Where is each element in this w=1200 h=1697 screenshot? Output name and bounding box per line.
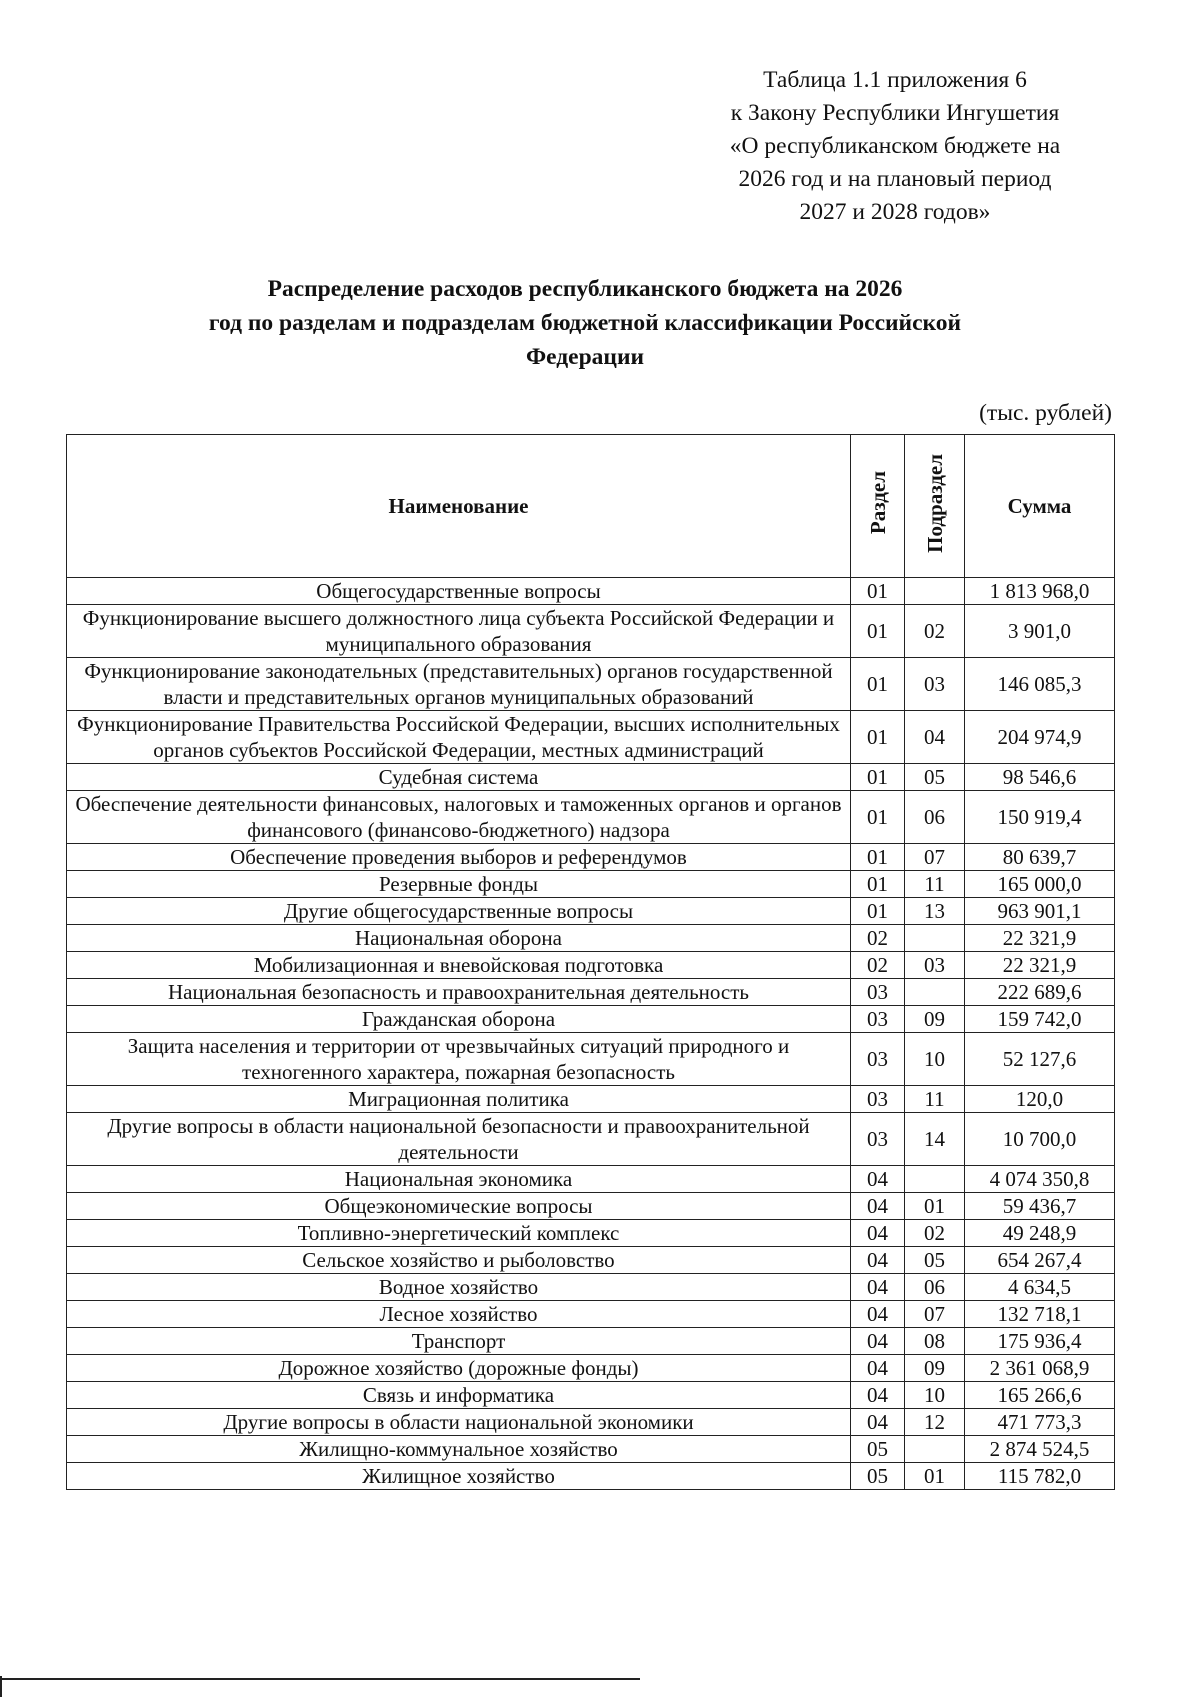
- row-amount: 115 782,0: [965, 1463, 1115, 1490]
- table-row: [67, 1113, 1115, 1166]
- row-subsection: 13: [905, 898, 965, 925]
- row-section: 01: [851, 844, 905, 871]
- row-subsection: 07: [905, 844, 965, 871]
- row-subsection: 10: [905, 1382, 965, 1409]
- table-row: [67, 764, 1115, 791]
- table-row: [67, 1193, 1115, 1220]
- row-subsection: 06: [905, 791, 965, 844]
- header-name: Наименование: [67, 435, 851, 578]
- row-subsection: 02: [905, 605, 965, 658]
- table-row: [67, 871, 1115, 898]
- row-amount: 222 689,6: [965, 979, 1115, 1006]
- row-subsection: [905, 925, 965, 952]
- row-name: Гражданская оборона: [67, 1006, 851, 1033]
- table-row: [67, 1355, 1115, 1382]
- row-name: Другие общегосударственные вопросы: [67, 898, 851, 925]
- row-section: 01: [851, 764, 905, 791]
- row-amount: 22 321,9: [965, 925, 1115, 952]
- table-row: [67, 791, 1115, 844]
- row-section: 01: [851, 871, 905, 898]
- appendix-line: к Закону Республики Ингушетия: [730, 100, 1060, 126]
- row-section: 03: [851, 1113, 905, 1166]
- row-subsection: 02: [905, 1220, 965, 1247]
- appendix-line: 2027 и 2028 годов»: [799, 199, 991, 225]
- table-body: [67, 578, 1115, 1490]
- row-amount: 471 773,3: [965, 1409, 1115, 1436]
- row-subsection: [905, 578, 965, 605]
- row-amount: 146 085,3: [965, 658, 1115, 711]
- row-name: Сельское хозяйство и рыболовство: [67, 1247, 851, 1274]
- row-name: Национальная экономика: [67, 1166, 851, 1193]
- row-amount: 10 700,0: [965, 1113, 1115, 1166]
- row-section: 04: [851, 1274, 905, 1301]
- row-name: Миграционная политика: [67, 1086, 851, 1113]
- title-line: год по разделам и подразделам бюджетной классификации Российской: [208, 310, 962, 336]
- row-subsection: 04: [905, 711, 965, 764]
- appendix-reference: [660, 64, 1130, 229]
- table-row: [67, 1274, 1115, 1301]
- row-name: Функционирование законодательных (представительных) органов государственной власти и представительных органов муниципальных образований: [67, 658, 851, 711]
- row-section: 04: [851, 1382, 905, 1409]
- row-section: 04: [851, 1220, 905, 1247]
- title-line: Распределение расходов республиканского бюджета на 2026: [267, 276, 903, 302]
- row-name: Судебная система: [67, 764, 851, 791]
- row-name: Общеэкономические вопросы: [67, 1193, 851, 1220]
- row-amount: 49 248,9: [965, 1220, 1115, 1247]
- table-row: [67, 711, 1115, 764]
- row-name: Обеспечение проведения выборов и референдумов: [67, 844, 851, 871]
- row-amount: 4 634,5: [965, 1274, 1115, 1301]
- row-name: Дорожное хозяйство (дорожные фонды): [67, 1355, 851, 1382]
- table-row: [67, 1301, 1115, 1328]
- row-section: 04: [851, 1328, 905, 1355]
- appendix-line: 2026 год и на плановый период: [738, 166, 1052, 192]
- row-section: 01: [851, 898, 905, 925]
- table-row: [67, 1247, 1115, 1274]
- header-section-label: Раздел: [865, 471, 890, 535]
- table-row: [67, 1166, 1115, 1193]
- row-section: 03: [851, 1033, 905, 1086]
- row-amount: 120,0: [965, 1086, 1115, 1113]
- budget-table: [66, 434, 1115, 1490]
- row-subsection: 06: [905, 1274, 965, 1301]
- row-name: Мобилизационная и вневойсковая подготовка: [67, 952, 851, 979]
- row-amount: 204 974,9: [965, 711, 1115, 764]
- row-amount: 654 267,4: [965, 1247, 1115, 1274]
- row-amount: 159 742,0: [965, 1006, 1115, 1033]
- row-section: 03: [851, 1006, 905, 1033]
- row-name: Жилищное хозяйство: [67, 1463, 851, 1490]
- row-section: 03: [851, 1086, 905, 1113]
- document-title: [150, 272, 1020, 374]
- row-section: 01: [851, 791, 905, 844]
- table-row: [67, 952, 1115, 979]
- title-line: Федерации: [525, 344, 645, 370]
- row-section: 04: [851, 1166, 905, 1193]
- appendix-line: Таблица 1.1 приложения 6: [763, 67, 1027, 93]
- row-section: 02: [851, 925, 905, 952]
- row-name: Общегосударственные вопросы: [67, 578, 851, 605]
- row-section: 02: [851, 952, 905, 979]
- header-subsection: [905, 435, 965, 578]
- row-subsection: 08: [905, 1328, 965, 1355]
- row-section: 01: [851, 711, 905, 764]
- row-section: 03: [851, 979, 905, 1006]
- row-amount: 80 639,7: [965, 844, 1115, 871]
- row-amount: 3 901,0: [965, 605, 1115, 658]
- row-amount: 165 266,6: [965, 1382, 1115, 1409]
- row-name: Транспорт: [67, 1328, 851, 1355]
- footer-rule: [0, 1678, 640, 1680]
- table-row: [67, 925, 1115, 952]
- row-amount: 52 127,6: [965, 1033, 1115, 1086]
- table-row: [67, 578, 1115, 605]
- row-amount: 963 901,1: [965, 898, 1115, 925]
- row-subsection: [905, 1436, 965, 1463]
- row-subsection: 12: [905, 1409, 965, 1436]
- row-amount: 59 436,7: [965, 1193, 1115, 1220]
- appendix-line: «О республиканском бюджете на: [729, 133, 1061, 159]
- footer-rule-tick: [0, 1676, 2, 1697]
- header-amount: Сумма: [965, 435, 1115, 578]
- row-name: Другие вопросы в области национальной экономики: [67, 1409, 851, 1436]
- row-subsection: 01: [905, 1193, 965, 1220]
- row-name: Другие вопросы в области национальной безопасности и правоохранительной деятельности: [67, 1113, 851, 1166]
- table-row: [67, 1033, 1115, 1086]
- row-amount: 132 718,1: [965, 1301, 1115, 1328]
- table-row: [67, 1006, 1115, 1033]
- row-amount: 175 936,4: [965, 1328, 1115, 1355]
- row-amount: 150 919,4: [965, 791, 1115, 844]
- row-amount: 1 813 968,0: [965, 578, 1115, 605]
- row-section: 04: [851, 1247, 905, 1274]
- table-row: [67, 1409, 1115, 1436]
- row-name: Связь и информатика: [67, 1382, 851, 1409]
- row-subsection: [905, 1166, 965, 1193]
- row-name: Национальная безопасность и правоохранительная деятельность: [67, 979, 851, 1006]
- row-subsection: 05: [905, 1247, 965, 1274]
- row-amount: 4 074 350,8: [965, 1166, 1115, 1193]
- row-name: Обеспечение деятельности финансовых, налоговых и таможенных органов и органов финансового (финансово-бюджетного) надзора: [67, 791, 851, 844]
- row-name: Жилищно-коммунальное хозяйство: [67, 1436, 851, 1463]
- row-name: Функционирование Правительства Российской Федерации, высших исполнительных органов субъектов Российской Федерации, местных администраций: [67, 711, 851, 764]
- table-row: [67, 1436, 1115, 1463]
- row-amount: 2 874 524,5: [965, 1436, 1115, 1463]
- row-subsection: 03: [905, 658, 965, 711]
- row-subsection: 05: [905, 764, 965, 791]
- row-amount: 2 361 068,9: [965, 1355, 1115, 1382]
- row-name: Национальная оборона: [67, 925, 851, 952]
- table-row: [67, 1382, 1115, 1409]
- row-name: Лесное хозяйство: [67, 1301, 851, 1328]
- row-amount: 98 546,6: [965, 764, 1115, 791]
- row-name: Водное хозяйство: [67, 1274, 851, 1301]
- row-section: 05: [851, 1463, 905, 1490]
- row-subsection: 09: [905, 1355, 965, 1382]
- row-section: 05: [851, 1436, 905, 1463]
- table-row: [67, 1220, 1115, 1247]
- row-subsection: 11: [905, 871, 965, 898]
- row-subsection: 09: [905, 1006, 965, 1033]
- row-section: 01: [851, 605, 905, 658]
- row-name: Топливно-энергетический комплекс: [67, 1220, 851, 1247]
- table-row: [67, 605, 1115, 658]
- table-row: [67, 1463, 1115, 1490]
- row-subsection: 03: [905, 952, 965, 979]
- row-section: 01: [851, 658, 905, 711]
- row-section: 04: [851, 1355, 905, 1382]
- row-name: Функционирование высшего должностного лица субъекта Российской Федерации и муниципального образования: [67, 605, 851, 658]
- row-subsection: 14: [905, 1113, 965, 1166]
- table-row: [67, 1328, 1115, 1355]
- table-row: [67, 844, 1115, 871]
- header-section: [851, 435, 905, 578]
- row-subsection: 07: [905, 1301, 965, 1328]
- row-subsection: [905, 979, 965, 1006]
- table-row: [67, 979, 1115, 1006]
- row-name: Защита населения и территории от чрезвычайных ситуаций природного и техногенного характера, пожарная безопасность: [67, 1033, 851, 1086]
- units-label: (тыс. рублей): [979, 400, 1112, 426]
- row-section: 04: [851, 1409, 905, 1436]
- row-subsection: 01: [905, 1463, 965, 1490]
- row-amount: 165 000,0: [965, 871, 1115, 898]
- row-section: 04: [851, 1301, 905, 1328]
- row-subsection: 10: [905, 1033, 965, 1086]
- row-name: Резервные фонды: [67, 871, 851, 898]
- row-amount: 22 321,9: [965, 952, 1115, 979]
- row-subsection: 11: [905, 1086, 965, 1113]
- table-row: [67, 898, 1115, 925]
- table-row: [67, 658, 1115, 711]
- row-section: 01: [851, 578, 905, 605]
- row-section: 04: [851, 1193, 905, 1220]
- header-subsection-label: Подраздел: [922, 453, 947, 553]
- table-header-row: [67, 435, 1115, 578]
- table-row: [67, 1086, 1115, 1113]
